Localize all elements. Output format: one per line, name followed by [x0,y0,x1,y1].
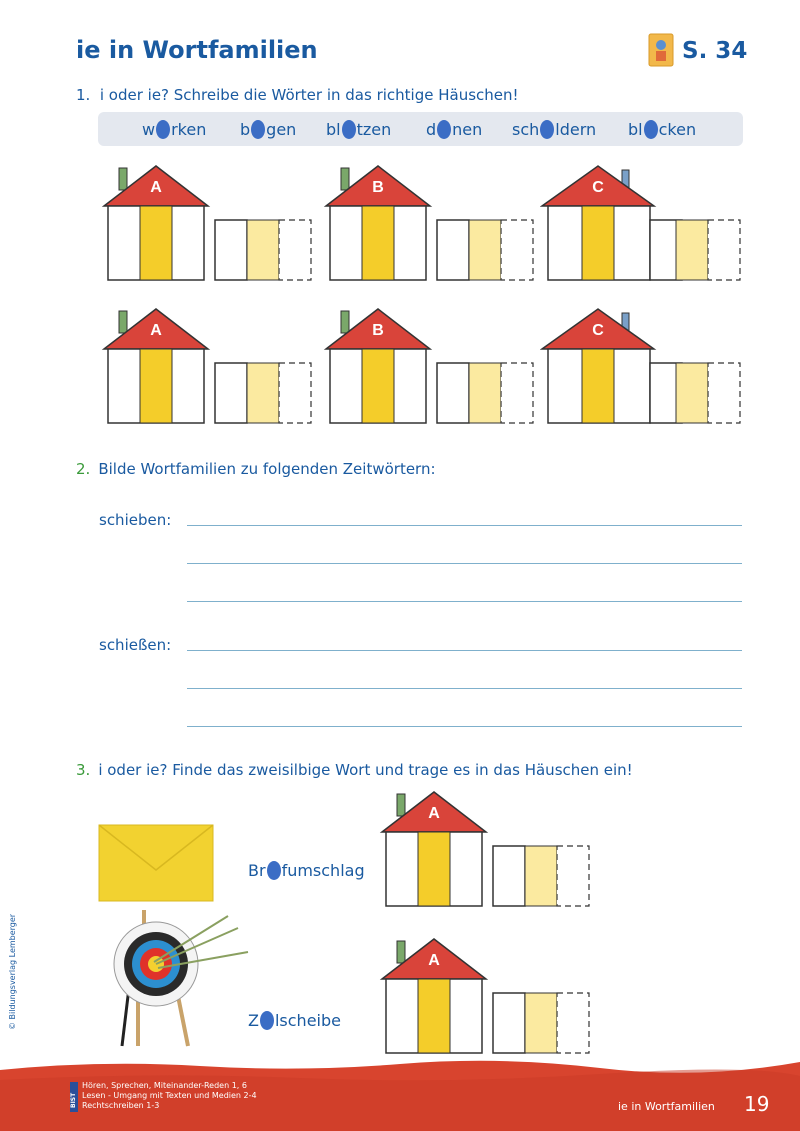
house-label: B [372,322,384,339]
task3-text: i oder ie? Finde das zweisilbige Wort und trage es in das Häuschen ein! [98,761,633,779]
blank-dot[interactable] [156,120,170,139]
task2-number: 2. [76,460,91,478]
word-house[interactable] [322,162,537,284]
writing-line[interactable] [187,726,742,727]
writing-line[interactable] [187,601,742,602]
word-bank-item: b gen [240,120,297,139]
task3-word: Z lscheibe [248,1011,341,1030]
word-house[interactable] [100,162,315,284]
envelope-image [98,824,214,902]
blank-dot[interactable] [540,120,554,139]
task3-number: 3. [76,761,91,779]
bist-badge: BIST [70,1082,78,1112]
page-reference: S. 34 [682,38,748,64]
writing-line[interactable] [187,563,742,564]
word-bank-item: w rken [142,120,207,139]
task2-instruction [76,460,436,478]
house-label: A [428,952,440,969]
footer-standards: Hören, Sprechen, Miteinander-Reden 1, 6 Lesen - Umgang mit Texten und Medien 2-4 Rechtschreiben 1-3 [82,1081,257,1110]
page-title: ie in Wortfamilien [76,36,318,64]
task1-instruction [76,86,519,104]
word-house[interactable] [378,788,593,910]
blank-dot[interactable] [644,120,658,139]
blank-dot[interactable] [267,861,281,880]
word-bank-item: d nen [426,120,483,139]
word-bank-item: bl tzen [326,120,392,139]
blank-dot[interactable] [437,120,451,139]
page-number: 19 [744,1092,770,1116]
writing-line[interactable] [187,650,742,651]
task1-text: i oder ie? Schreibe die Wörter in das richtige Häuschen! [99,86,519,104]
word-house[interactable] [100,305,315,427]
writing-line[interactable] [187,525,742,526]
target-image [108,906,258,1056]
house-label: B [372,179,384,196]
word-bank-item: bl cken [628,120,697,139]
writing-line[interactable] [187,688,742,689]
blank-dot[interactable] [251,120,265,139]
house-label: A [428,805,440,822]
word-house[interactable] [540,162,745,284]
book-icon [648,33,674,67]
word-house[interactable] [378,935,593,1057]
house-label: C [592,179,604,196]
task3-word: Br fumschlag [248,861,365,880]
task1-number: 1. [76,86,91,104]
verb-label: schießen: [99,636,172,654]
house-label: A [150,179,162,196]
word-house[interactable] [540,305,745,427]
word-bank-item: sch ldern [512,120,597,139]
blank-dot[interactable] [342,120,356,139]
house-label: C [592,322,604,339]
task3-instruction [76,761,633,779]
task2-text: Bilde Wortfamilien zu folgenden Zeitwörtern: [98,460,436,478]
verb-label: schieben: [99,511,172,529]
blank-dot[interactable] [260,1011,274,1030]
word-bank [98,112,743,146]
house-label: A [150,322,162,339]
word-house[interactable] [322,305,537,427]
footer-topic: ie in Wortfamilien [618,1100,715,1113]
copyright-notice: © Bildungsverlag Lemberger [8,913,17,1030]
